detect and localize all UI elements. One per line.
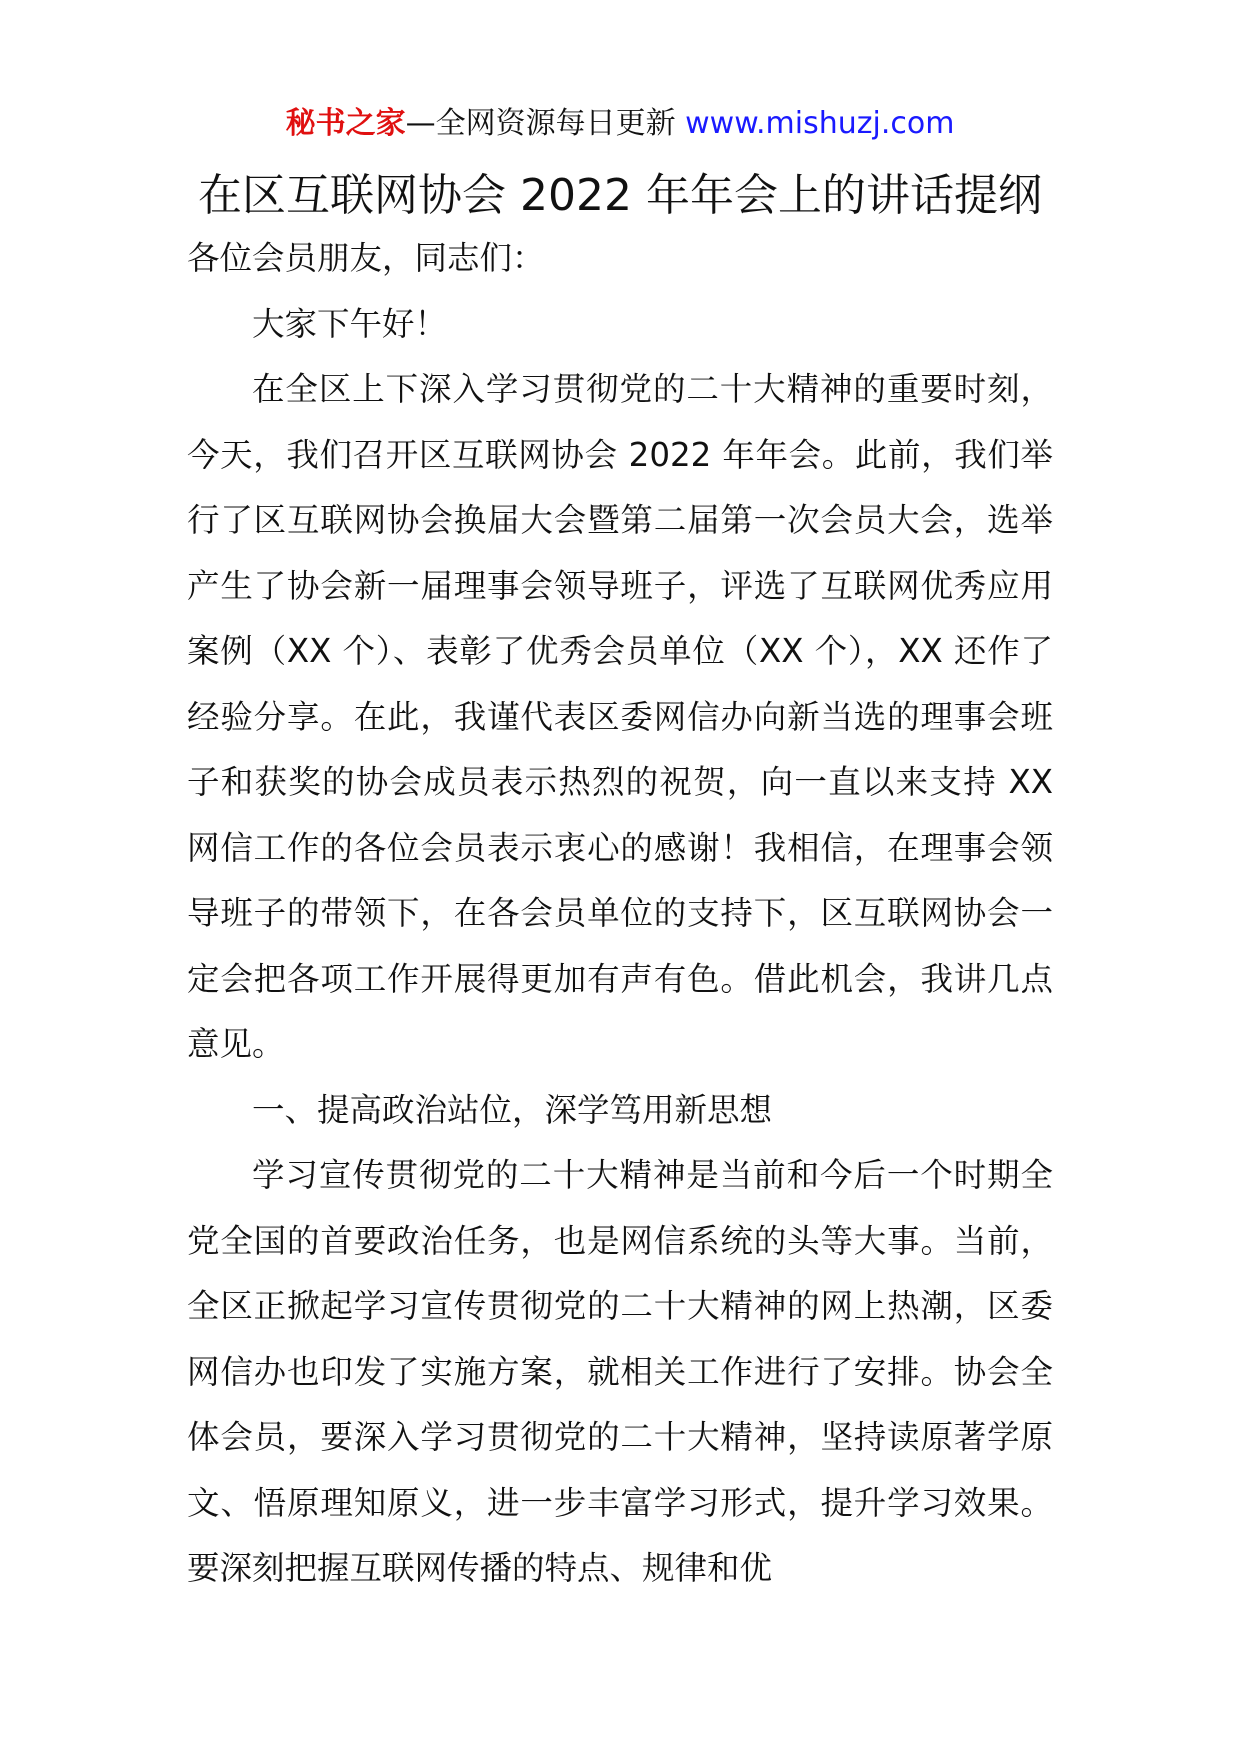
paragraph-section-1: 学习宣传贯彻党的二十大精神是当前和今后一个时期全党全国的首要政治任务，也是网信系统的头等大事。当前，全区正掀起学习宣传贯彻党的二十大精神的网上热潮，区委网信办也印发了实施方案，就相关工作进行了安排。协会全体会员，要深入学习贯彻党的二十大精神，坚持读原著学原文、悟原理知原义，进一步丰富学习形式，提升学习效果。要深刻把握互联网传播的特点、规律和优 bbox=[187, 1156, 1053, 1587]
document-title: 在区互联网协会 2022 年年会上的讲话提纲 bbox=[198, 170, 1042, 221]
section-heading-1: 一、提高政治站位，深学笃用新思想 bbox=[252, 1090, 773, 1129]
document-body bbox=[187, 226, 1053, 1602]
site-header bbox=[0, 102, 1240, 146]
site-url-link[interactable]: www.mishuzj.com bbox=[685, 106, 955, 141]
paragraph-greeting: 大家下午好！ bbox=[252, 304, 448, 343]
header-tagline: —全网资源每日更新 bbox=[405, 106, 686, 141]
brand-name: 秘书之家 bbox=[285, 106, 406, 141]
paragraph-intro: 在全区上下深入学习贯彻党的二十大精神的重要时刻，今天，我们召开区互联网协会 2022 年年会。此前，我们举行了区互联网协会换届大会暨第二届第一次会员大会，选举产生了协会新一届理事会领导班子，评选了互联网优秀应用案例（XX 个）、表彰了优秀会员单位（XX 个），XX 还作了经验分享。在此，我谨代表区委网信办向新当选的理事会班子和获奖的协会成员表示热烈的祝贺，向一直以来支持 XX 网信工作的各位会员表示衷心的感谢！我相信，在理事会领导班子的带领下，在各会员单位的支持下，区互联网协会一定会把各项工作开展得更加有声有色。借此机会，我讲几点意见。 bbox=[187, 370, 1053, 1063]
salutation: 各位会员朋友，同志们： bbox=[187, 239, 545, 277]
